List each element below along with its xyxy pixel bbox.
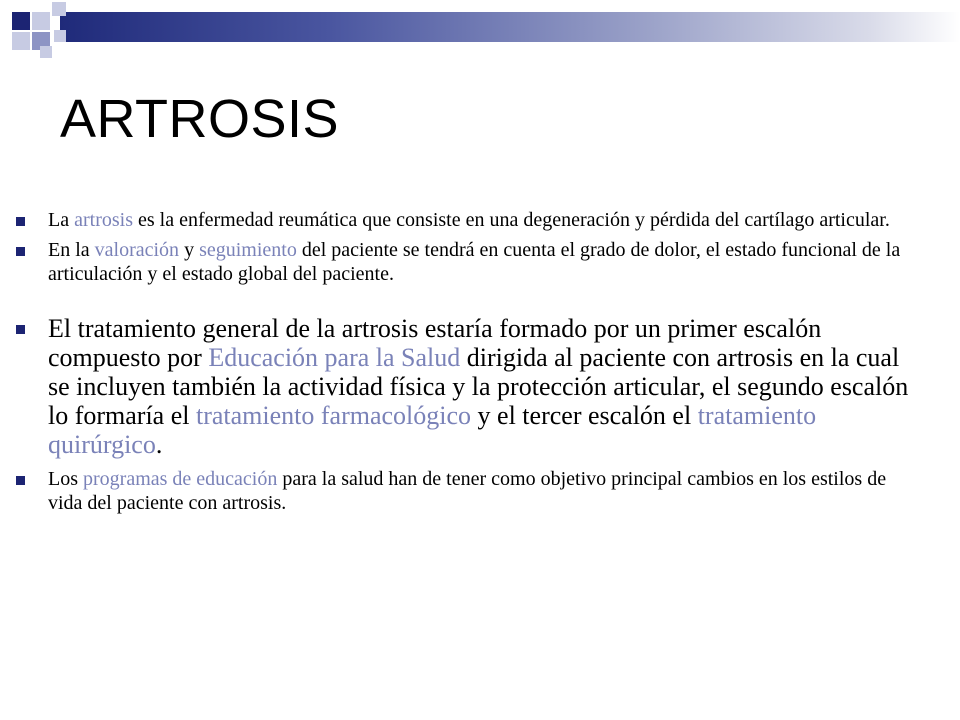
deco-square [54, 30, 66, 42]
bullet-text [48, 209, 890, 231]
highlighted-term: tratamiento farmacológico [196, 401, 472, 430]
text-segment: dirigida al paciente con artrosis en la cual se incluyen también la actividad física y la protección articular, el segundo escalón lo formaría el [48, 343, 909, 430]
square-bullet-icon [16, 325, 25, 334]
text-segment: La [48, 209, 75, 231]
text-segment: y [179, 239, 200, 261]
text-segment: del paciente se tendrá en cuenta el grado de dolor, el estado funcional de la articulación y el estado global del paciente. [48, 239, 901, 285]
bullet-text [48, 468, 886, 514]
slide-title: ARTROSIS [60, 89, 340, 149]
text-segment: . [155, 430, 163, 459]
bullet-list [16, 208, 916, 521]
highlighted-term: seguimiento [199, 239, 297, 261]
square-bullet-icon [16, 217, 25, 226]
text-segment: En la [48, 239, 95, 261]
square-bullet-icon [16, 476, 25, 485]
highlighted-term: valoración [94, 239, 180, 261]
text-segment: y el tercer escalón el [471, 401, 698, 430]
deco-square [52, 2, 66, 16]
bullet-text [48, 239, 900, 285]
deco-square [32, 12, 50, 30]
text-segment: para la salud han de tener como objetivo principal cambios en los estilos de vida del paciente con artrosis. [48, 468, 887, 514]
bullet-text [48, 314, 908, 459]
text-segment: es la enfermedad reumática que consiste en una degeneración y pérdida del cartílago articular. [132, 209, 890, 231]
deco-square [12, 32, 30, 50]
bullet-item [16, 238, 916, 286]
text-segment: El tratamiento general de la artrosis estaría formado por un primer escalón compuesto por [48, 314, 822, 372]
deco-square [12, 12, 30, 30]
header-gradient-bar [60, 12, 960, 42]
bullet-item [16, 467, 916, 515]
text-segment: Los [48, 468, 83, 490]
highlighted-term: artrosis [74, 209, 133, 231]
bullet-item [16, 208, 916, 232]
highlighted-term: programas de educación [83, 468, 278, 490]
highlighted-term: tratamiento quirúrgico [48, 401, 817, 459]
bullet-item [16, 314, 916, 459]
square-bullet-icon [16, 247, 25, 256]
deco-square [40, 46, 52, 58]
highlighted-term: Educación para la Salud [208, 343, 461, 372]
